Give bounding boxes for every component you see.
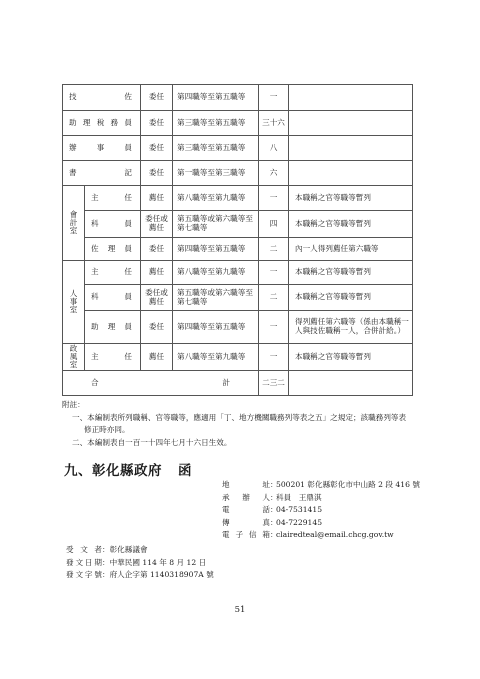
grade-range: 第八職等至第九職等	[173, 261, 259, 285]
footnotes-heading: 附註：	[62, 400, 85, 409]
grade-range: 第八職等至第九職等	[173, 186, 259, 211]
table-row	[63, 211, 413, 238]
appointment-mode: 委任	[141, 111, 173, 136]
headcount: 一	[259, 85, 289, 111]
headcount: 一	[259, 186, 289, 211]
table-row	[63, 186, 413, 211]
appointment-mode: 委任	[141, 161, 173, 186]
table-row	[63, 136, 413, 161]
headcount: 一	[259, 344, 289, 371]
contact-label: 電話	[222, 505, 270, 515]
appointment-mode: 委任	[141, 311, 173, 344]
letter-heading	[64, 459, 192, 479]
headcount: 一	[259, 311, 289, 344]
grade-range: 第五職等或第六職等至第七職等	[173, 285, 259, 311]
total-count: 二三二	[259, 371, 289, 396]
contact-value: 04-7229145	[276, 517, 323, 527]
meta-label: 受文者	[66, 545, 102, 554]
document-number-line: 發文字號：府人企字第 1140318907A 號	[66, 569, 214, 582]
staffing-table	[62, 84, 413, 396]
remark: 本職稱之官等職等暫列	[289, 186, 413, 211]
grade-range: 第四職等至第五職等	[173, 85, 259, 111]
headcount: 一	[259, 261, 289, 285]
table-row	[63, 238, 413, 261]
recipient-line: 受文者：彰化縣議會	[66, 544, 214, 557]
appointment-mode: 委任	[141, 85, 173, 111]
remark: 內一人得列薦任第六職等	[289, 238, 413, 261]
remark	[289, 161, 413, 186]
contact-label: 地址	[222, 480, 270, 489]
headcount: 四	[259, 211, 289, 238]
unit-name: 會計室	[69, 210, 78, 235]
section-number: 九、	[64, 463, 92, 479]
remark: 本職稱之官等職等暫列	[289, 261, 413, 285]
meta-label: 發文日期	[66, 557, 102, 567]
unit-personnel	[63, 261, 85, 344]
position-title: 佐理員	[85, 238, 141, 261]
contact-email: 電子信箱 ： clairedteal@email.chcg.gov.tw	[222, 529, 420, 542]
appointment-mode: 委任	[141, 238, 173, 261]
page-number: 51	[234, 605, 246, 615]
unit-accounting	[63, 186, 85, 261]
table-row	[63, 111, 413, 136]
position-title: 主任	[85, 344, 141, 371]
remark: 本職稱之官等職等暫列	[289, 344, 413, 371]
table-row	[63, 344, 413, 371]
contact-label: 傳真	[222, 517, 270, 527]
table-row	[63, 85, 413, 111]
position-title: 主任	[85, 186, 141, 211]
meta-value: 府人企字第 1140318907A 號	[109, 570, 214, 580]
grade-range: 第三職等至第五職等	[173, 111, 259, 136]
footnote-item: 一、本編制表所列職稱、官等職等，應適用「丁、地方機關職務列等表之五」之規定；該職務列等表修正時亦同。	[72, 412, 407, 434]
headcount: 二	[259, 238, 289, 261]
grade-range: 第四職等至第五職等	[173, 311, 259, 344]
footnotes	[62, 399, 412, 449]
headcount: 二	[259, 285, 289, 311]
position-title: 主任	[85, 261, 141, 285]
headcount: 三十六	[259, 111, 289, 136]
sender-name: 彰化縣政府	[92, 463, 162, 479]
contact-block	[222, 479, 420, 542]
meta-value: 中華民國 114 年 8 月 12 日	[109, 557, 207, 567]
table-row	[63, 285, 413, 311]
contact-fax: 傳真 ： 04-7229145	[222, 517, 420, 530]
headcount: 八	[259, 136, 289, 161]
contact-value: 04-7531415	[276, 505, 323, 515]
footnote-item: 二、本編制表自一百一十四年七月十六日生效。	[72, 437, 232, 447]
position-title: 科員	[85, 211, 141, 238]
contact-officer: 承辦人 ： 科員 王鼎淇	[222, 492, 420, 505]
remark	[289, 111, 413, 136]
meta-label: 發文字號	[66, 570, 102, 580]
table-row	[63, 161, 413, 186]
remark: 本職稱之官等職等暫列	[289, 211, 413, 238]
contact-value: 500201 彰化縣彰化市中山路 2 段 416 號	[276, 480, 420, 489]
position-title: 助理員	[85, 311, 141, 344]
appointment-mode: 薦任	[141, 186, 173, 211]
appointment-mode: 薦任	[141, 344, 173, 371]
contact-value: 科員 王鼎淇	[276, 492, 322, 502]
grade-range: 第三職等至第五職等	[173, 136, 259, 161]
position-title: 辦事員	[63, 136, 141, 161]
unit-ethics	[63, 344, 85, 371]
contact-label: 承辦人	[222, 492, 270, 502]
unit-name: 人事室	[69, 289, 78, 314]
appointment-mode: 委任或薦任	[141, 285, 173, 311]
position-title: 助理稅務員	[63, 111, 141, 136]
table-row	[63, 261, 413, 285]
grade-range: 第一職等至第三職等	[173, 161, 259, 186]
remark	[289, 85, 413, 111]
appointment-mode: 薦任	[141, 261, 173, 285]
contact-phone: 電話 ： 04-7531415	[222, 504, 420, 517]
remark: 得列薦任第六職等（係由本職稱一人與技佐職稱一人，合併計給。）	[289, 311, 413, 344]
position-title: 技佐	[63, 85, 141, 111]
appointment-mode: 委任	[141, 136, 173, 161]
position-title: 書記	[63, 161, 141, 186]
issue-date-line: 發文日期：中華民國 114 年 8 月 12 日	[66, 557, 214, 570]
grade-range: 第八職等至第九職等	[173, 344, 259, 371]
appointment-mode: 委任或薦任	[141, 211, 173, 238]
table-row	[63, 311, 413, 344]
document-kind: 函	[178, 463, 192, 479]
total-remark	[289, 371, 413, 396]
meta-value: 彰化縣議會	[109, 545, 148, 554]
contact-label: 電子信箱	[222, 530, 270, 540]
total-label: 合計	[63, 371, 259, 396]
headcount: 六	[259, 161, 289, 186]
dispatch-info	[66, 544, 214, 582]
unit-name: 政風室	[69, 344, 78, 369]
remark	[289, 136, 413, 161]
position-title: 科員	[85, 285, 141, 311]
total-row	[63, 371, 413, 396]
grade-range: 第四職等至第五職等	[173, 238, 259, 261]
contact-address: 地址 ： 500201 彰化縣彰化市中山路 2 段 416 號	[222, 479, 420, 492]
grade-range: 第五職等或第六職等至第七職等	[173, 211, 259, 238]
remark: 本職稱之官等職等暫列	[289, 285, 413, 311]
contact-value: clairedteal@email.chcg.gov.tw	[276, 530, 394, 540]
